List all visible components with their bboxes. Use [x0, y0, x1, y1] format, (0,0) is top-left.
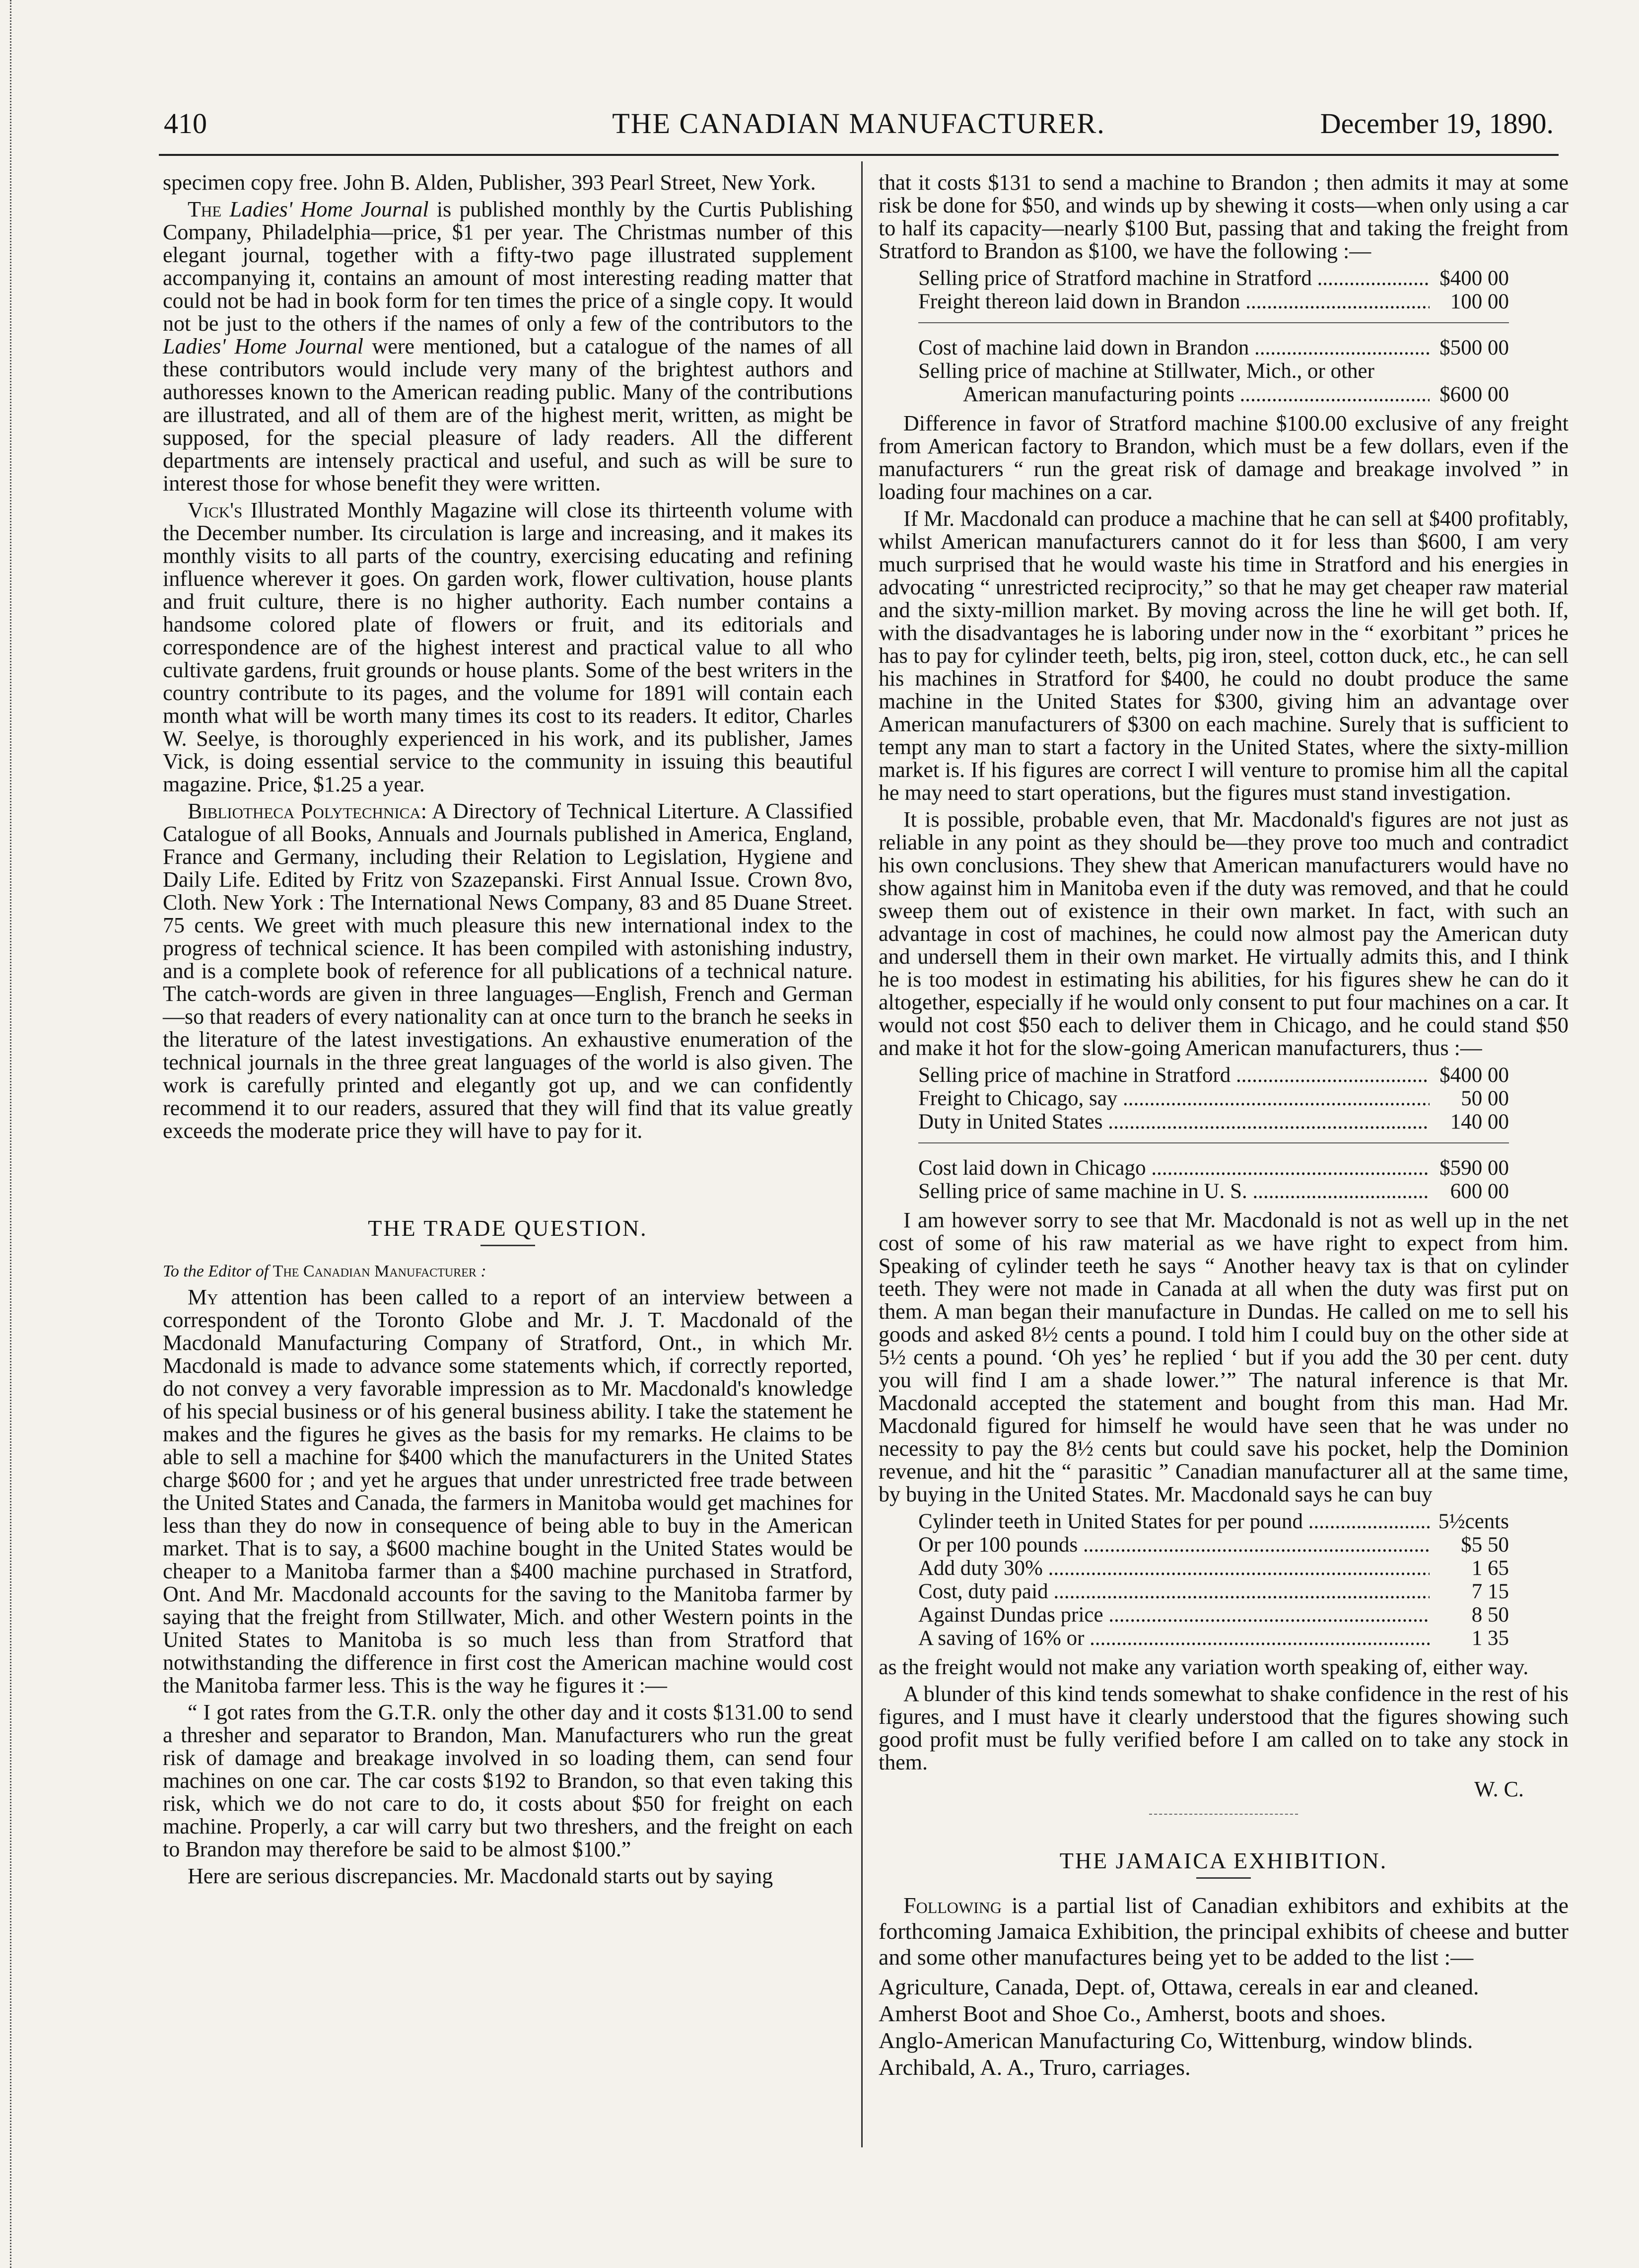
- continuation-paragraph: that it costs $131 to send a machine to Brandon ; then admits it may at some risk be done for $50, and winds up by shewing it costs—when only using a car to half its capacity—nearly $100 But, passing that and taking the freight from Stratford to Brandon as $100, we have the following :—: [879, 170, 1569, 263]
- jamaica-lead: Following: [903, 1893, 1002, 1918]
- right-column: [879, 171, 1569, 2081]
- ledger-amount: $5 50: [1461, 1533, 1509, 1557]
- journal-name: Ladies' Home Journal: [229, 197, 429, 221]
- ledger-amount: $590 00: [1439, 1156, 1509, 1180]
- editor-salutation-a: To the Editor of: [163, 1262, 269, 1280]
- letter-signature: W. C.: [1474, 1777, 1524, 1801]
- editor-salutation-c: :: [480, 1262, 486, 1280]
- ledger-label: Freight to Chicago, say .....: [918, 1087, 1430, 1110]
- trade-question-heading: THE TRADE QUESTION.: [368, 1215, 648, 1241]
- ledger-label-plain: Selling price of machine at Stillwater, Mich., or other: [918, 359, 1374, 383]
- editor-salutation-b: The Canadian Manufacturer: [273, 1262, 477, 1280]
- ledger-label: Selling price of Stratford machine in Stratford .....: [918, 267, 1430, 290]
- exhibitor-item: Agriculture, Canada, Dept. of, Ottawa, cereals in ear and cleaned.: [879, 1974, 1479, 1999]
- editor-salutation: [163, 1260, 853, 1283]
- difference-paragraph: Difference in favor of Stratford machine $100.00 exclusive of any freight from American factory to Brandon, which must be a few dollars, even if the manufacturers “ run the great risk of damage and breakage involved ” in loading four machines on a car.: [879, 411, 1569, 504]
- ledger-amount: 100 00: [1450, 290, 1509, 313]
- vicks-paragraph: [163, 499, 853, 796]
- ledger-amount: $600 00: [1439, 383, 1509, 406]
- ladies-journal-paragraph: [163, 198, 853, 495]
- trade-paragraph-2: Here are serious discrepancies. Mr. Macdonald starts out by saying: [188, 1864, 773, 1888]
- ledger-amount: 5½cents: [1438, 1510, 1509, 1533]
- ladies-journal-lead: The: [188, 197, 222, 221]
- trade-paragraph-1: [163, 1286, 853, 1697]
- section-divider: [1149, 1814, 1298, 1815]
- ledger-label: Freight thereon laid down in Brandon .....: [918, 290, 1430, 313]
- vicks-lead: Vick's: [188, 498, 243, 522]
- ledger-label: Selling price of same machine in U. S. .....: [918, 1180, 1430, 1203]
- ledger-row: [918, 1603, 1509, 1627]
- ledger-label: Cylinder teeth in United States for per pound .....: [918, 1510, 1430, 1533]
- heading-rule: [1196, 1877, 1251, 1879]
- jamaica-heading: THE JAMAICA EXHIBITION.: [1059, 1848, 1388, 1873]
- column-divider: [861, 161, 863, 2147]
- ledger-amount: 50 00: [1461, 1087, 1509, 1110]
- cylinder-teeth-paragraph: I am however sorry to see that Mr. Macdonald is not as well up in the net cost of some of his raw material as we have right to expect from him. Speaking of cylinder teeth he says “ Another heavy tax is that on cylinder teeth. They were not made in Canada at all when the duty was first put on them. A man began their manufacture in Dundas. He called on me to sell his goods and asked 8½ cents a pound. I told him I could buy on the other side at 5½ cents a pound. ‘Oh yes’ he replied ‘ but if you add the 30 per cent. duty you will find I am a shade lower.’” The natural inference is that Mr. Macdonald accepted the statement and bought from this man. Had Mr. Macdonald figured for himself he would have seen that he was under no necessity to pay the 8½ cents but could save his pocket, help the Dominion revenue, and hit the “ parasitic ” Canadian manufacturer all at the same time, by buying in the United States. Mr. Macdonald says he can buy: [879, 1208, 1569, 1506]
- ladies-journal-text-b: were mentioned, but a catalogue of the names of all these contributors would include very many of the brightest authors and authoresses known to the American reading public. Many of the contributions are illustrated, and all of them are of the highest merit, written, as might be supposed, for the special pleasure of lady readers. All the different departments are intensely practical and useful, and such as will be sure to interest those for whose benefit they were written.: [163, 334, 853, 496]
- ledger-row: [918, 1156, 1509, 1180]
- ledger-label: Add duty 30% .....: [918, 1557, 1430, 1580]
- bibliotheca-text: : A Directory of Technical Literture. A Classified Catalogue of all Books, Annuals and Journals published in America, England, France and Germany, including their Relation to Legislation, Hygiene and Daily Life. Edited by Fritz von Szazepanski. First Annual Issue. Crown 8vo, Cloth. New York : The International News Company, 83 and 85 Duane Street. 75 cents. We greet with much pleasure this new international index to the progress of technical science. It has been compiled with astonishing industry, and is a complete book of reference for all publications of a technical nature. The catch-words are given in three languages—English, French and German—so that readers of every nationality can at once turn to the branch he seeks in the literature of the latest investigations. An exhaustive enumeration of the technical journals in the three great languages of the world is also given. The work is carefully printed and elegantly got up, and we can confidently recommend it to our readers, assured that they will find that its value greatly exceeds the moderate price they will have to pay for it.: [163, 799, 853, 1143]
- left-column: [163, 171, 853, 1892]
- ledger-row: [918, 1627, 1509, 1650]
- ledger-label: Cost of machine laid down in Brandon .....: [918, 336, 1430, 359]
- ledger-rule: [918, 1142, 1509, 1156]
- chicago-cost-table: [918, 1063, 1509, 1203]
- cylinder-teeth-table: [918, 1510, 1509, 1650]
- exhibitor-item: Archibald, A. A., Truro, carriages.: [879, 2055, 1191, 2080]
- issue-date: December 19, 1890.: [1320, 107, 1554, 140]
- ledger-amount: 8 50: [1471, 1603, 1509, 1627]
- ledger-amount: 1 35: [1471, 1627, 1509, 1650]
- ledger-label: Or per 100 pounds .....: [918, 1533, 1430, 1557]
- if-macdonald-paragraph: If Mr. Macdonald can produce a machine that he can sell at $400 profitably, whilst American manufacturers cannot do it for less than $600, I am very much surprised that he would waste his time in Stratford and his energies in advocating “ unrestricted reciprocity,” so that he may get cheaper raw material and the sixty-million market. By moving across the line he will get both. If, with the disadvantages he is laboring under now in the “ exorbitant ” prices he has to pay for cylinder teeth, belts, pig iron, steel, cotton duck, etc., he can sell his machines in Stratford for $400, he could no doubt produce the same machine in the United States for $300, giving him an advantage over American manufacturers of $300 on each machine. Surely that is sufficient to tempt any man to start a factory in the United States, where the sixty-million market is. If his figures are correct I will venture to promise him all the capital he may need to start operations, but the figures must stand investigation.: [879, 506, 1569, 805]
- ledger-row: [918, 336, 1509, 359]
- ledger-rule: [918, 322, 1509, 336]
- ledger-amount: 7 15: [1471, 1580, 1509, 1603]
- ledger-amount: 600 00: [1450, 1180, 1509, 1203]
- ledger-row: [918, 290, 1509, 313]
- ledger-row: [918, 1510, 1509, 1533]
- ledger-amount: 1 65: [1471, 1557, 1509, 1580]
- ledger-amount: 140 00: [1450, 1110, 1509, 1134]
- ledger-label: Cost, duty paid .....: [918, 1580, 1430, 1603]
- jamaica-intro: [879, 1893, 1569, 1970]
- trade-text-1: attention has been called to a report of an interview between a correspondent of the Toronto Globe and Mr. J. T. Macdonald of the Macdonald Manufacturing Company of Stratford, Ont., in which Mr. Macdonald is made to advance some statements which, if correctly reported, do not convey a very favorable impression as to Mr. Macdonald's knowledge of his special business or of his general business ability. I take the statement he makes and the figures he gives as the basis for my remarks. He claims to be able to sell a machine for $400 which the manufacturers in the United States charge $600 for ; and yet he argues that under unrestricted free trade between the United States and Canada, the farmers in Manitoba would get machines for less than they do now in consequence of being able to buy in the American market. That is to say, a $600 machine bought in the United States would be cheaper to a Manitoba farmer than a $400 machine purchased in Stratford, Ont. And Mr. Macdonald accounts for the saving to the Manitoba farmer by saying that the freight from Stillwater, Mich. and other Western points in the United States to Manitoba is so much less than from Stratford that notwithstanding the difference in first cost the American machine would cost the Manitoba farmer less. This is the way he figures it :—: [163, 1285, 853, 1698]
- exhibitor-item: Amherst Boot and Shoe Co., Amherst, boots and shoes.: [879, 2001, 1386, 2026]
- publication-title: THE CANADIAN MANUFACTURER.: [612, 107, 1105, 140]
- ledger-label: Selling price of machine in Stratford .....: [918, 1063, 1430, 1087]
- ledger-row: [918, 267, 1509, 290]
- freight-paragraph: as the freight would not make any variation worth speaking of, either way.: [879, 1655, 1529, 1679]
- alden-paragraph: specimen copy free. John B. Alden, Publisher, 393 Pearl Street, New York.: [163, 170, 816, 195]
- ledger-row: [918, 383, 1509, 406]
- vicks-text: Illustrated Monthly Magazine will close its thirteenth volume with the December number. Its circulation is large and increasing, and it makes its monthly visits to all parts of the country, exercising educating and refining influence wherever it goes. On garden work, flower cultivation, house plants and fruit culture, there is no higher authority. Each number contains a handsome colored plate of flowers or fruit, and its editorials and correspondence are of the highest interest and practical value to all who cultivate gardens, fruit grounds or house plants. Some of the best writers in the country contribute to its pages, and the volume for 1891 will contain each month what will be worth many times its cost to its readers. It editor, Charles W. Seelye, is thoroughly experienced in his work, and its publisher, James Vick, is doing essential service to the community in issuing this beautiful magazine. Price, $1.25 a year.: [163, 498, 853, 796]
- ledger-row: [918, 1087, 1509, 1110]
- trade-lead: My: [188, 1285, 218, 1309]
- ledger-amount: $500 00: [1439, 336, 1509, 359]
- blunder-paragraph: A blunder of this kind tends somewhat to shake confidence in the rest of his figures, and I must have it clearly understood that the figures showing such good profit must be fully verified before I am called on to take any stock in them.: [879, 1682, 1569, 1774]
- ledger-label: American manufacturing points .....: [918, 383, 1430, 406]
- header-rule: [159, 154, 1559, 156]
- page-header: [164, 107, 1554, 146]
- ladies-journal-text-a: is published monthly by the Curtis Publishing Company, Philadelphia—price, $1 per year. The Christmas number of this elegant journal, together with a fifty-two page illustrated supplement accompanying it, contains an amount of most interesting reading matter that could not be had in book form for ten times the price of a single copy. It would not be just to the others if the names of only a few of the contributors to the: [163, 197, 853, 336]
- ledger-row: [918, 1110, 1509, 1134]
- exhibitor-item: Anglo-American Manufacturing Co, Wittenburg, window blinds.: [879, 2028, 1473, 2053]
- page-edge-border: [10, 0, 14, 2268]
- ledger-label: Cost laid down in Chicago .....: [918, 1156, 1430, 1180]
- ledger-row: [918, 1557, 1509, 1580]
- ledger-row: [918, 1533, 1509, 1557]
- ledger-amount: $400 00: [1439, 1063, 1509, 1087]
- ledger-row: [918, 1180, 1509, 1203]
- bibliotheca-paragraph: [163, 800, 853, 1142]
- macdonald-quote: “ I got rates from the G.T.R. only the other day and it costs $131.00 to send a thresher and separator to Brandon, Man. Manufacturers who run the great risk of damage and breakage involved in so loading them, can send four machines on one car. The car costs $192 to Brandon, so that even taking this risk, which we do not care to do, it costs about $50 for freight on each machine. Properly, a car will carry but two threshers, and the freight on each to Brandon may therefore be said to be almost $100.”: [163, 1700, 853, 1861]
- ledger-row: [918, 1063, 1509, 1087]
- possible-paragraph: It is possible, probable even, that Mr. Macdonald's figures are not just as reliable in any point as they should be—they prove too much and contradict his own conclusions. They shew that American manufacturers would have no show against him in Manitoba even if the duty was removed, and that he could sweep them out of existence in their own market. In fact, with such an advantage in cost of machines, he could now almost pay the American duty and undersell them in their own market. He virtually admits this, and I think he is too modest in estimating his abilities, for his figures shew he can do it altogether, especially if he would only consent to put four machines on a car. It would not cost $50 each to deliver them in Chicago, and he could stand $50 and make it hot for the slow-going American manufacturers, thus :—: [879, 807, 1569, 1060]
- bibliotheca-lead: Bibliotheca Polytechnica: [188, 799, 421, 823]
- journal-name-2: Ladies' Home Journal: [163, 334, 363, 358]
- heading-rule: [480, 1245, 535, 1246]
- ledger-label: A saving of 16% or .....: [918, 1627, 1430, 1650]
- ledger-label: Duty in United States .....: [918, 1110, 1430, 1134]
- ledger-row: [918, 1580, 1509, 1603]
- page-number: 410: [164, 107, 207, 140]
- ledger-amount: $400 00: [1439, 267, 1509, 290]
- jamaica-text: is a partial list of Canadian exhibitors and exhibits at the forthcoming Jamaica Exhibition, the principal exhibits of cheese and butter and some other manufactures being yet to be added to the list :—: [879, 1893, 1569, 1970]
- ledger-label: Against Dundas price .....: [918, 1603, 1430, 1627]
- ledger-row: [918, 359, 1509, 383]
- stratford-cost-table: [918, 267, 1509, 406]
